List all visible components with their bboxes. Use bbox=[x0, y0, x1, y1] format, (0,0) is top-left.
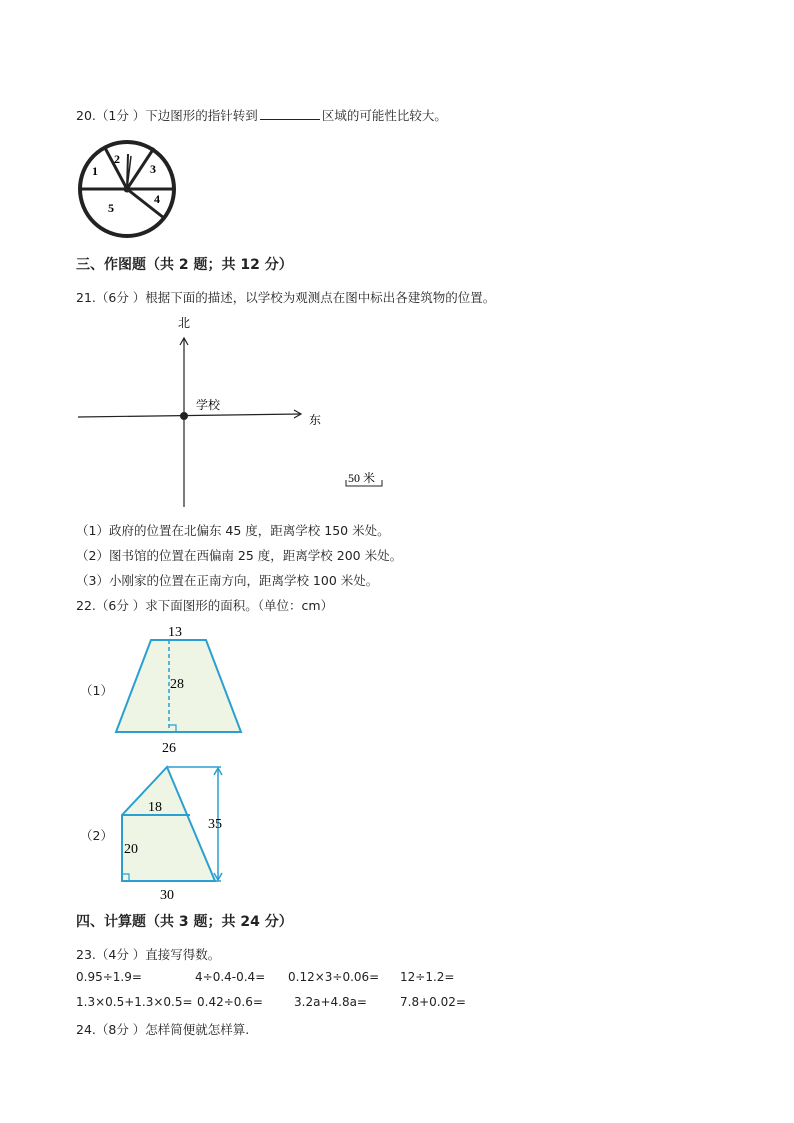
compass-figure bbox=[76, 310, 396, 510]
q21-item: （2）图书馆的位置在西偏南 25 度，距离学校 200 米处。 bbox=[76, 548, 403, 563]
spinner-label: 1 bbox=[92, 164, 98, 178]
calc-item: 4÷0.4-0.4= bbox=[195, 970, 266, 984]
q22-text: 22.（6分 ）求下面图形的面积。（单位：cm） bbox=[76, 598, 334, 613]
fig1-label: （1） bbox=[80, 683, 113, 698]
calc-item: 12÷1.2= bbox=[400, 970, 455, 984]
total-height-label: 35 bbox=[208, 817, 222, 832]
height-label: 28 bbox=[170, 677, 184, 692]
calc-item: 7.8+0.02= bbox=[400, 995, 466, 1009]
east-axis bbox=[78, 414, 301, 417]
trapezoid-figure bbox=[108, 620, 248, 760]
composite-figure bbox=[108, 760, 248, 905]
top-label: 18 bbox=[148, 800, 162, 815]
q21-item: （3）小刚家的位置在正南方向，距离学校 100 米处。 bbox=[76, 573, 379, 588]
calc-item: 0.42÷0.6= bbox=[197, 995, 263, 1009]
q20-text bbox=[76, 106, 447, 124]
spinner-figure bbox=[76, 138, 178, 242]
calc-item: 0.95÷1.9= bbox=[76, 970, 142, 984]
calc-item: 0.12×3÷0.06= bbox=[288, 970, 380, 984]
spinner-label: 4 bbox=[154, 192, 160, 206]
spinner-pivot bbox=[124, 186, 131, 193]
q20-suffix: 区域的可能性比较大。 bbox=[321, 108, 447, 123]
school-label: 学校 bbox=[196, 398, 221, 412]
scale-label: 50 米 bbox=[348, 471, 376, 485]
calc-item: 3.2a+4.8a= bbox=[294, 995, 367, 1009]
composite-shape bbox=[122, 767, 215, 881]
q20-prefix: 20.（1分 ）下边图形的指针转到 bbox=[76, 108, 258, 123]
spinner-label: 3 bbox=[150, 162, 156, 176]
q24-text: 24.（8分 ）怎样简便就怎样算. bbox=[76, 1022, 250, 1037]
q21-text: 21.（6分 ）根据下面的描述，以学校为观测点在图中标出各建筑物的位置。 bbox=[76, 290, 496, 305]
side-label: 20 bbox=[124, 842, 138, 857]
section-title: 三、作图题（共 2 题；共 12 分） bbox=[76, 257, 293, 273]
bottom-base-label: 26 bbox=[162, 741, 176, 756]
answer-blank[interactable] bbox=[260, 107, 320, 120]
spinner-label: 2 bbox=[114, 152, 120, 166]
top-base-label: 13 bbox=[168, 625, 182, 640]
east-label: 东 bbox=[309, 413, 322, 427]
bottom-label: 30 bbox=[160, 888, 174, 903]
calc-item: 1.3×0.5+1.3×0.5= bbox=[76, 995, 193, 1009]
section-title: 四、计算题（共 3 题；共 24 分） bbox=[76, 914, 293, 930]
fig2-label: （2） bbox=[80, 828, 113, 843]
q21-item: （1）政府的位置在北偏东 45 度，距离学校 150 米处。 bbox=[76, 523, 390, 538]
spinner-label: 5 bbox=[108, 201, 114, 215]
north-label: 北 bbox=[178, 316, 191, 330]
q23-text: 23.（4分 ）直接写得数。 bbox=[76, 947, 221, 962]
school-point bbox=[180, 412, 188, 420]
